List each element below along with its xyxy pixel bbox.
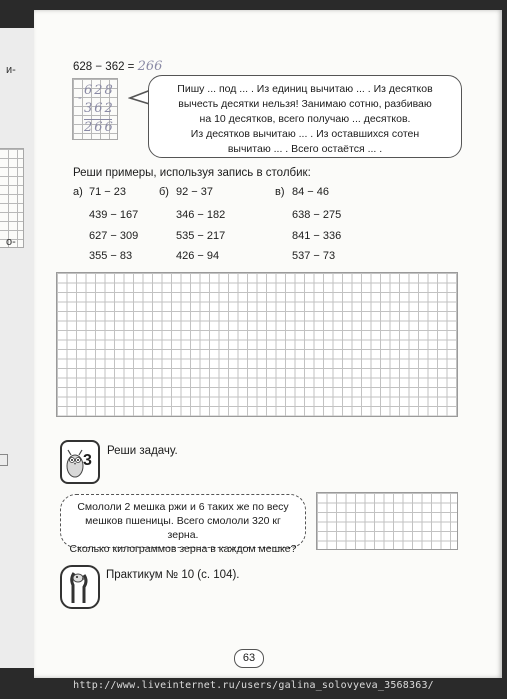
exercise-item: 535 − 217 (176, 230, 226, 242)
answer-grid[interactable] (316, 492, 458, 550)
exercise-item: 84 − 46 (292, 186, 330, 198)
column-top-number: 628 (84, 83, 115, 98)
word-problem-box (60, 494, 306, 555)
bubble-line: Пишу ... под ... . Из единиц вычитаю ... . Из десятков (177, 83, 433, 95)
column-label-b: б) (159, 186, 169, 198)
exercise-item: 537 − 73 (292, 250, 336, 262)
equation-answer: 266 (137, 59, 163, 74)
problem-line: Сколько килограммов зерна в каждом мешке? (69, 543, 297, 555)
task-heading: Реши задачу. (107, 445, 178, 457)
left-edge-fragment: и- (6, 64, 16, 76)
practicum-reference: Практикум № 10 (с. 104). (106, 569, 240, 581)
bubble-line: Из десятков вычитаю ... . Из оставшихся сотен (190, 128, 420, 140)
left-edge-grid (0, 148, 24, 248)
exercise-item: 426 − 94 (176, 250, 220, 262)
watermark-url: http://www.liveinternet.ru/users/galina_solovyeva_3568363/ (73, 680, 434, 691)
equation-expression: 628 − 362 = (73, 61, 135, 73)
left-edge-fragment: о- (6, 236, 16, 248)
exercise-instruction: Реши примеры, используя запись в столбик: (73, 167, 311, 179)
hint-speech-bubble (148, 75, 462, 158)
bubble-line: вычитаю ... . Всего остаётся ... . (227, 143, 383, 155)
exercise-item: 627 − 309 (89, 230, 139, 242)
left-edge-box (0, 454, 8, 466)
exercise-item: 638 − 275 (292, 209, 342, 221)
calculation-grid[interactable] (56, 272, 458, 417)
problem-line: мешков пшеницы. Всего смололи 320 кг зерна. (85, 515, 281, 541)
exercise-item: 355 − 83 (89, 250, 133, 262)
problem-line: Смололи 2 мешка ржи и 6 таких же по весу (77, 501, 289, 513)
exercise-item: 841 − 336 (292, 230, 342, 242)
exercise-item: 92 − 37 (176, 186, 214, 198)
bubble-line: на 10 десятков, всего получаю ... десятков. (199, 113, 411, 125)
top-equation (73, 59, 162, 74)
column-minus-sign: - (78, 91, 82, 104)
bird-mascot-icon (64, 569, 98, 607)
exercise-item: 439 − 167 (89, 209, 139, 221)
column-bottom-number: 362 (84, 101, 115, 116)
column-label-a: а) (73, 186, 83, 198)
bubble-line: вычесть десятки нельзя! Занимаю сотню, разбиваю (178, 98, 432, 110)
column-label-v: в) (275, 186, 285, 198)
column-result: 266 (84, 120, 115, 135)
exercise-item: 71 − 23 (89, 186, 127, 198)
practicum-badge (60, 565, 100, 609)
task-badge (60, 440, 100, 484)
left-page-strip (0, 28, 35, 668)
page-number: 63 (234, 649, 264, 668)
task-number: 3 (83, 452, 92, 469)
exercise-item: 346 − 182 (176, 209, 226, 221)
